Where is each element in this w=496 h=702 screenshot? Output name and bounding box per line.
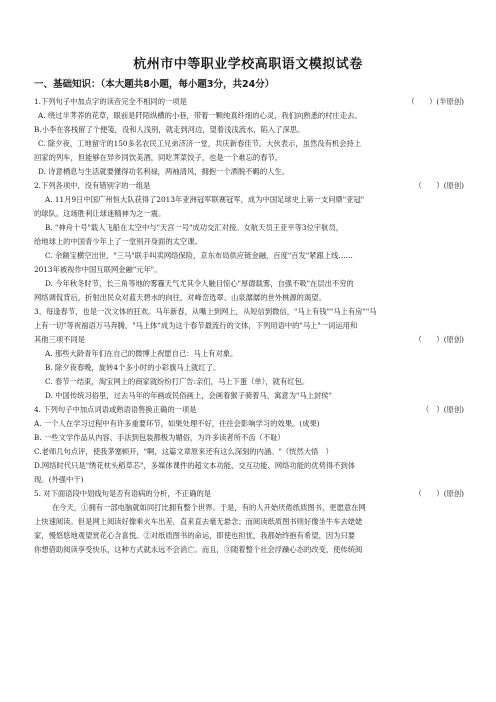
question-2-option-b-cont: 给地球上的中国青少年上了一堂别开身面的太空课。 [34, 237, 202, 246]
section-heading: 一、基础知识：（本大题共8小题，每小题3分，共24分） [34, 79, 275, 90]
question-2-option-a-cont: 的球队。这场胜利让球迷精神为之一震。 [34, 209, 166, 218]
question-2-option-b: B. "神舟十号"载人飞船在太空中与"天宫一号"成功交汇对接。女航天员王亚平等3位宇航员， [45, 223, 344, 232]
question-3-option-b: B. 除夕夜春晚，旋转4个多小时的小彩旗马上就红了。 [45, 363, 221, 372]
question-3-text: 其他三项不同是 [34, 335, 86, 344]
question-4-answer-blank: （ ）(原创) [421, 405, 464, 414]
question-4-option-d-cont: 现。(外强中干) [34, 475, 84, 484]
question-1-option-c: C. 除夕夜，工地留守的150多名农民工兄弟济济一堂，共庆新春佳节。大伙表示，虽然没有机会持上 [38, 139, 362, 148]
question-1-option-b: B.小李在客栈留了个便笺，没和人浅别，就走到河边，望着浅浅流水，陷入了深思。 [34, 125, 305, 134]
question-2-option-a: A. 11月9日中国广州恒大队获得了2013年亚洲冠军联赛冠军，成为中国足球史上第一支问鼎"亚冠" [45, 195, 365, 204]
question-4-option-a: A. 一个人在学习过程中有许多重要环节，如果处理不好，往往会影响学习的效果。(成果) [34, 419, 320, 428]
exam-body [34, 95, 464, 557]
question-5-text: 5. 对下面语段中划线句是否有语病的分析，不正确的是 [34, 489, 212, 498]
question-1-text: 1.下列句子中加点字的读音完全不相同的一项是 [34, 97, 187, 106]
question-2-text: 2.下列各项中，没有错别字的一组是 [34, 181, 151, 190]
question-2-option-d: D. 今年秋冬时节，长三角等地的雾霾天气尤其令人触目惊心"厚德载雾，自强不吸"在层出不穷的 [45, 279, 354, 288]
question-3-option-d: D. 中国传统习俗里，过去马年的年画或民俗画上，会画着猴子骑着马，寓意为"马上封侯" [45, 391, 332, 400]
question-1-option-d: D. 诗意栖息与生活就要懂得功名利禄，两袖清风，拥抱一个洒脱不羁的人生。 [38, 167, 290, 176]
question-2-stem [34, 179, 464, 193]
question-5-passage-line-1: 在今天，①拥有一部电脑就如同打比拥有整个世界。于是，有的人开始厌倦纸质图书，更愿意在网 [52, 503, 366, 512]
question-2-answer-blank: （ ）(原创) [414, 181, 464, 190]
question-2-option-d-cont: 网络调侃背后，折射出民众对蓝天碧水的向往，对峰峦选翠、山泉潺潺的世外桃源的渴望。 [34, 293, 326, 302]
question-1-answer-blank: （ ）(半原创) [407, 97, 464, 106]
question-1-option-c-cont: 回家的列车，但能够在异乡同饮美酒，同吃荠菜饺子，也是一个难忘的春节。 [34, 153, 283, 162]
question-3-option-a: A. 那些大龄青年们在自己的微博上祝愿自己：马上有对象。 [45, 349, 238, 358]
question-2-option-c-cont: 2013年被视作中国互联网金融"元年"。 [34, 265, 162, 274]
question-2-option-c: C. 余额宝横空出世，"三马"联手叫卖网络保险，京东布局供应链金融，百度"百发"紧跟上线…… [45, 251, 353, 260]
question-5-answer-blank: （ ）(原创) [414, 489, 464, 498]
question-3-stem-line-3 [34, 333, 464, 347]
question-1-option-a: A. 绕过半荠荞的花草，眼前是阡陌纵横的小巷，带着一颗纯真纤细的心灵，我们向熟悉的村庄走去。 [38, 111, 362, 120]
question-4-text: 4. 下列句子中加点词语或熟语语售换正确的一项是 [34, 405, 197, 414]
question-4-option-d: D.网络时代只是"绣花枕头稻草芯"，多媒体课件的超文本功能、交互功能、网络功能的优势得不到体 [34, 461, 356, 470]
question-3-option-c: C. 春节一结束，淘宝网上的商家就纷纷打广告:亲们，马上下蛋（单），就有红包。 [45, 377, 310, 386]
question-5-passage-line-3: 家，慢悠悠地观望赏花心含喜悦。②对纸质图书的命运，即使也担忧，我都始终抱有希望，因为只要 [34, 531, 356, 540]
question-3-stem-line-1: 3、每逢春节，也是一次文体的狂欢。马年新春，从嘴上到网上，从短信到微信，"马上有钱""马上有房""马 [34, 307, 377, 316]
question-1-stem [34, 95, 464, 109]
question-4-option-c: C.老师几句点评，使我茅塞顿开，"啊，这篇文章原来还有这么深刻的内涵。"（恍然大悟 ） [34, 447, 333, 456]
page-title: 杭州市中等职业学校高职语文模拟试卷 [133, 57, 363, 72]
question-5-passage-line-2: 上快速阅读。但是网上阅读好像乘火车出差，直来直去毫无悬念；而阅读纸质图书则好像坐牛车去姥姥 [34, 517, 363, 526]
question-5-passage-line-4: 你想借助阅读享受快乐，这种方式就永远不会消亡。而且，③随着整个社会浮躁心态的改变，使传统阅 [34, 545, 363, 554]
question-3-answer-blank: （ ）(原创) [414, 335, 464, 344]
question-4-stem [34, 403, 464, 417]
question-5-stem [34, 487, 464, 501]
question-4-option-b: B. 一些文学作品从内容、手法到包装都极为媚俗，为许多读者所不齿（不耻） [34, 433, 285, 442]
question-3-stem-line-2: 上有一切"等祝福语万马奔腾，"马上体"成为这个春节最流行的文体，下列用语中的"马上"一词运用和 [34, 321, 358, 330]
